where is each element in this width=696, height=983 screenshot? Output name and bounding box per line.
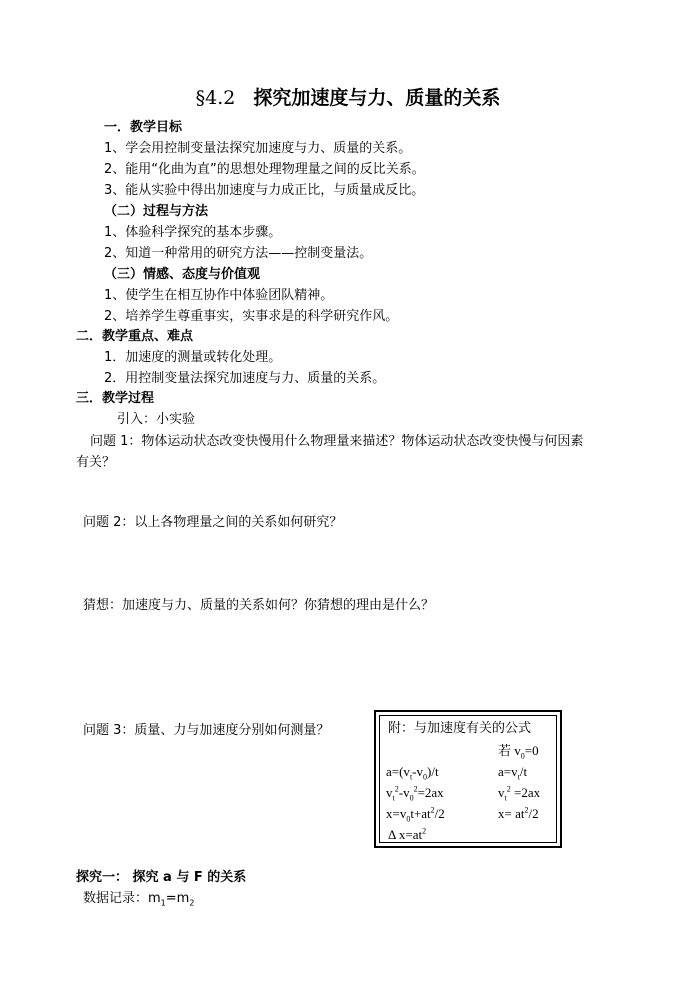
explore-1-heading: 探究一： 探究 a 与 F 的关系 bbox=[76, 870, 247, 885]
question-3: 问题 3：质量、力与加速度分别如何测量？ bbox=[83, 723, 330, 738]
formula-a-simple: $a=v_t/t$ bbox=[498, 764, 528, 782]
emotion-heading: （三）情感、态度与价值观 bbox=[104, 267, 261, 282]
process-method-item-1: 1、体验科学探究的基本步骤。 bbox=[104, 225, 282, 240]
process-method-item-2: 2、知道一种常用的研究方法——控制变量法。 bbox=[104, 246, 373, 261]
formula-box bbox=[374, 710, 562, 848]
key-point-item-2: 2．用控制变量法探究加速度与力、质量的关系。 bbox=[104, 371, 386, 386]
emotion-item-1: 1、使学生在相互协作中体验团队精神。 bbox=[104, 288, 334, 303]
intro-line: 引入：小实验 bbox=[117, 412, 196, 427]
objective-item-3: 3、能从实验中得出加速度与力成正比，与质量成反比。 bbox=[104, 183, 425, 198]
question-1-line-1: 问题 1：物体运动状态改变快慢用什么物理量来描述？物体运动状态改变快慢与何因素 bbox=[90, 434, 584, 449]
process-heading: 三．教学过程 bbox=[76, 391, 155, 406]
question-1-line-2: 有关？ bbox=[76, 455, 116, 470]
title-text: 探究加速度与力、质量的关系 bbox=[253, 87, 501, 109]
section-number: §4.2 bbox=[195, 87, 236, 109]
formula-velocity-squared-simple: $v_t^2 =2ax$ bbox=[498, 784, 541, 803]
formula-displacement: $x=v_0t+at^2/2$ bbox=[386, 805, 445, 824]
formula-box-title: 附：与加速度有关的公式 bbox=[388, 721, 532, 736]
formula-condition: 若 $v_0=0$ bbox=[498, 743, 539, 761]
guess-line: 猜想：加速度与力、质量的关系如何？你猜想的理由是什么？ bbox=[83, 598, 435, 613]
formula-delta-x: Δ $x=at^2$ bbox=[388, 826, 427, 842]
key-point-item-1: 1．加速度的测量或转化处理。 bbox=[104, 350, 282, 365]
formula-a-definition: $a=(v_t-v_0)/t$ bbox=[386, 764, 439, 782]
emotion-item-2: 2、培养学生尊重事实，实事求是的科学研究作风。 bbox=[104, 309, 399, 324]
objective-item-2: 2、能用“化曲为直”的思想处理物理量之间的反比关系。 bbox=[104, 162, 425, 177]
process-method-heading: （二）过程与方法 bbox=[104, 204, 209, 219]
key-points-heading: 二．教学重点、难点 bbox=[76, 329, 194, 344]
question-2: 问题 2：以上各物理量之间的关系如何研究？ bbox=[83, 515, 343, 530]
objective-item-1: 1、学会用控制变量法探究加速度与力、质量的关系。 bbox=[104, 141, 412, 156]
formula-displacement-simple: $x= at^2/2$ bbox=[498, 805, 539, 821]
formula-velocity-squared: $v_t^2-v_0^2=2ax$ bbox=[386, 784, 444, 803]
objectives-heading: 一．教学目标 bbox=[104, 120, 183, 135]
data-record-line: 数据记录：$m_1=m_2$ bbox=[83, 891, 195, 908]
page-title bbox=[0, 86, 696, 110]
